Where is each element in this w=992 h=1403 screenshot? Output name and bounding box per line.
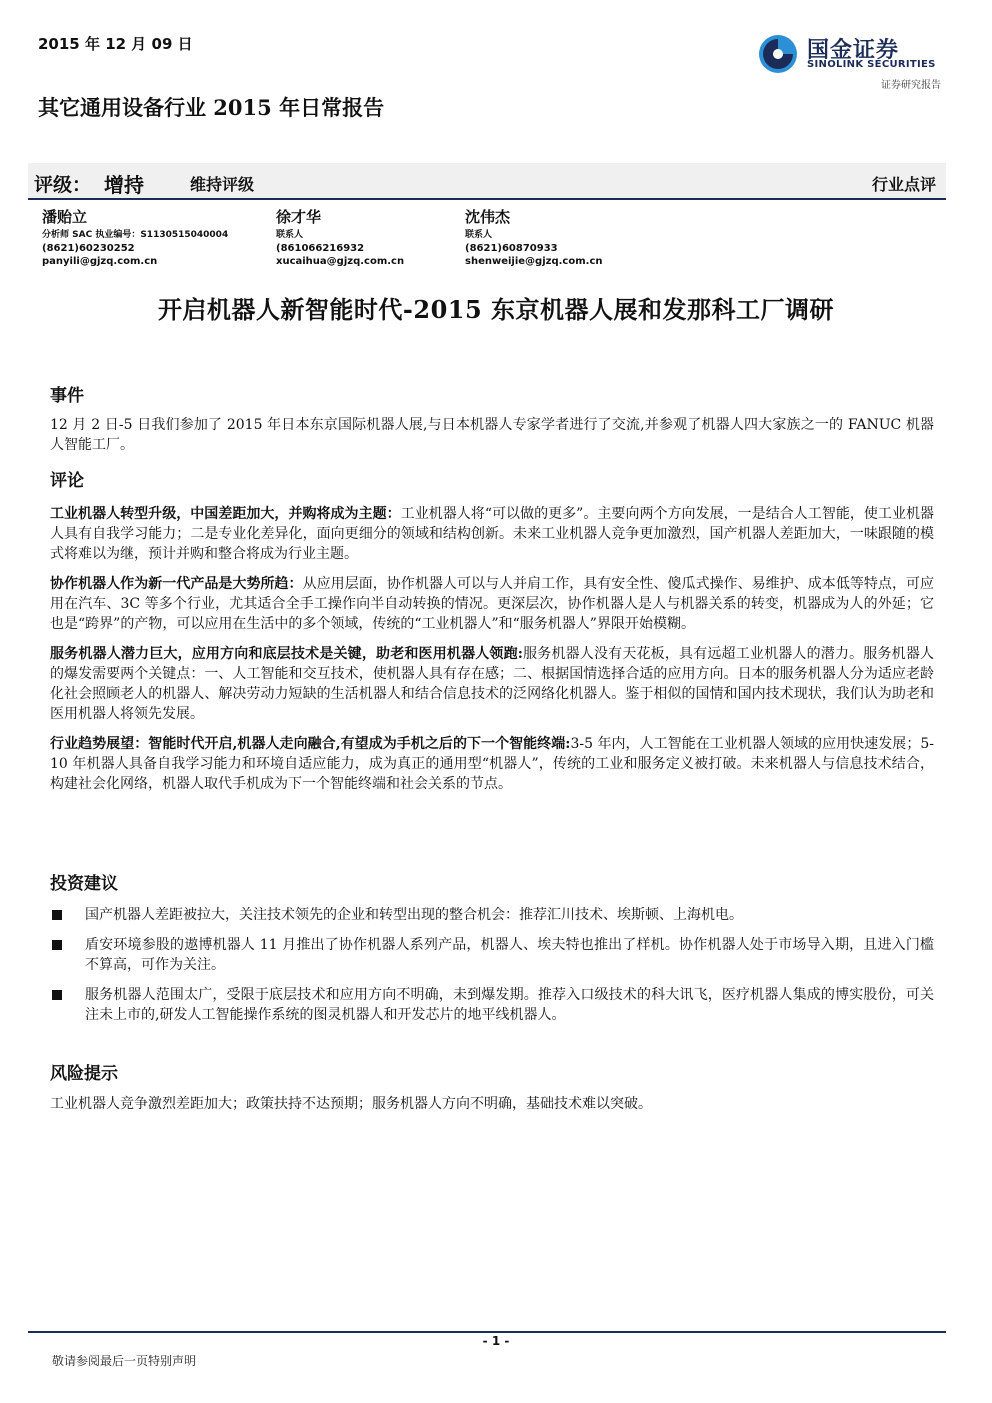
advice-item-text: 服务机器人范围太广，受限于底层技术和应用方向不明确，未到爆发期。推荐入口级技术的科大讯飞，医疗机器人集成的博实股份，可关注未上市的,研发人工智能操作系统的图灵机器人和开发芯片的地平线机器人。	[85, 987, 934, 1023]
square-bullet-icon	[52, 910, 62, 920]
rating-value: 增持	[104, 173, 144, 197]
risk-section	[50, 1063, 934, 1114]
section-title-advice: 投资建议	[50, 874, 118, 894]
advice-item	[50, 905, 934, 925]
rating-label: 评级：	[34, 174, 92, 196]
comment-paragraph	[50, 574, 934, 634]
report-type: 行业点评	[871, 175, 936, 194]
comment-paragraph-body: 从应用层面，协作机器人可以与人并肩工作，具有安全性、傻瓜式操作、易维护、成本低等特点，可应用在汽车、3C 等多个行业，尤其适合全手工操作向半自动转换的情况。更深层次，协作机器人是人与机器关系的转变，机器成为人的外延；它也是“跨界”的产物，可以应用在生活中的多个领域，传统的“工业机器人”和“服务机器人”界限开始模糊。	[50, 576, 935, 632]
section-title-event: 事件	[50, 386, 84, 406]
report-headline: 开启机器人新智能时代-2015 东京机器人展和发那科工厂调研	[157, 295, 835, 324]
analyst-card	[42, 208, 242, 268]
analyst-phone: (8621)60870933	[465, 243, 558, 254]
logo-chinese-name: 国金证券	[807, 38, 900, 63]
footer-disclaimer-note: 敬请参阅最后一页特别声明	[52, 1354, 197, 1368]
analyst-name: 徐才华	[276, 208, 322, 226]
square-bullet-icon	[52, 990, 62, 1000]
rating-maintain: 维持评级	[190, 175, 255, 194]
comment-paragraph-body: 服务机器人没有天花板，具有远超工业机器人的潜力。服务机器人的爆发需要两个关键点：一、人工智能和交互技术，使机器人具有存在感；二、根据国情选择合适的应用方向。日本的服务机器人分为适应老龄化社会照顾老人的机器人、解决劳动力短缺的生活机器人和结合信息技术的泛网络化机器人。鉴于相似的国情和国内技术现状，我们认为助老和医用机器人将领先发展。	[50, 646, 935, 722]
analyst-name: 潘贻立	[42, 208, 88, 226]
comment-paragraph	[50, 504, 934, 564]
section-title-comment: 评论	[50, 471, 84, 491]
comment-paragraph	[50, 644, 934, 724]
risk-text: 工业机器人竞争激烈差距加大；政策扶持不达预期；服务机器人方向不明确，基础技术难以突破。	[50, 1096, 652, 1112]
analyst-card	[465, 208, 665, 268]
analyst-name: 沈伟杰	[465, 208, 511, 226]
footer-divider	[28, 1331, 946, 1333]
analyst-email[interactable]: panyili@gjzq.com.cn	[42, 256, 158, 267]
comment-paragraph-lead: 协作机器人作为新一代产品是大势所趋：	[50, 576, 303, 592]
advice-item-text: 国产机器人差距被拉大，关注技术领先的企业和转型出现的整合机会：推荐汇川技术、埃斯顿、上海机电。	[85, 907, 743, 923]
section-title-risk: 风险提示	[50, 1064, 118, 1084]
comment-paragraph-lead: 行业趋势展望：智能时代开启,机器人走向融合,有望成为手机之后的下一个智能终端:	[50, 736, 571, 752]
comment-paragraph-body: 工业机器人将“可以做的更多”。主要向两个方向发展，一是结合人工智能，使工业机器人具有自我学习能力；二是专业化差异化，面向更细分的领域和结构创新。未来工业机器人竞争更加激烈，国产机器人差距加大，一味跟随的模式将难以为继，预计并购和整合将成为行业主题。	[50, 506, 935, 562]
event-section	[50, 385, 934, 455]
analyst-email[interactable]: xucaihua@gjzq.com.cn	[276, 256, 405, 267]
advice-section	[50, 873, 934, 1025]
analyst-email[interactable]: shenweijie@gjzq.com.cn	[465, 256, 603, 267]
comment-paragraph-body: 3-5 年内，人工智能在工业机器人领域的应用快速发展；5-10 年机器人具备自我学习能力和环境自适应能力，成为真正的通用型“机器人”，传统的工业和服务定义被打破。未来机器人与信息技术结合，构建社会化网络，机器人取代手机成为下一个智能终端和社会关系的节点。	[50, 736, 934, 792]
rating-bar	[28, 163, 946, 200]
analyst-role: 联系人	[276, 230, 304, 240]
comment-paragraph-lead: 服务机器人潜力巨大，应用方向和底层技术是关键，助老和医用机器人领跑:	[50, 646, 523, 662]
advice-item-text: 盾安环境参股的遨博机器人 11 月推出了协作机器人系列产品，机器人、埃夫特也推出了样机。协作机器人处于市场导入期，且进入门槛不算高，可作为关注。	[85, 937, 934, 973]
page-number: - 1 -	[482, 1334, 510, 1348]
report-date: 2015 年 12 月 09 日	[38, 35, 193, 53]
report-title: 其它通用设备行业 2015 年日常报告	[38, 95, 385, 120]
square-bullet-icon	[52, 940, 62, 950]
analyst-phone: (8621)60230252	[42, 243, 135, 254]
comment-paragraph-lead: 工业机器人转型升级，中国差距加大，并购将成为主题：	[50, 506, 401, 522]
comment-section	[50, 470, 934, 794]
analyst-role: 联系人	[465, 230, 493, 240]
logo-subtitle: 证券研究报告	[881, 80, 941, 91]
analyst-list	[42, 208, 922, 274]
comment-paragraph	[50, 734, 934, 794]
analyst-phone: (861066216932	[276, 243, 365, 254]
sinolink-logo	[757, 31, 947, 91]
analyst-role: 分析师 SAC 执业编号：S1130515040004	[42, 230, 229, 240]
sinolink-logo-icon	[757, 33, 799, 75]
event-text: 12 月 2 日-5 日我们参加了 2015 年日本东京国际机器人展,与日本机器人专家学者进行了交流,并参观了机器人四大家族之一的 FANUC 机器人智能工厂。	[50, 417, 934, 453]
analyst-card	[276, 208, 476, 268]
advice-item	[50, 985, 934, 1025]
advice-item	[50, 935, 934, 975]
logo-english-name: SINOLINK SECURITIES	[807, 59, 936, 70]
